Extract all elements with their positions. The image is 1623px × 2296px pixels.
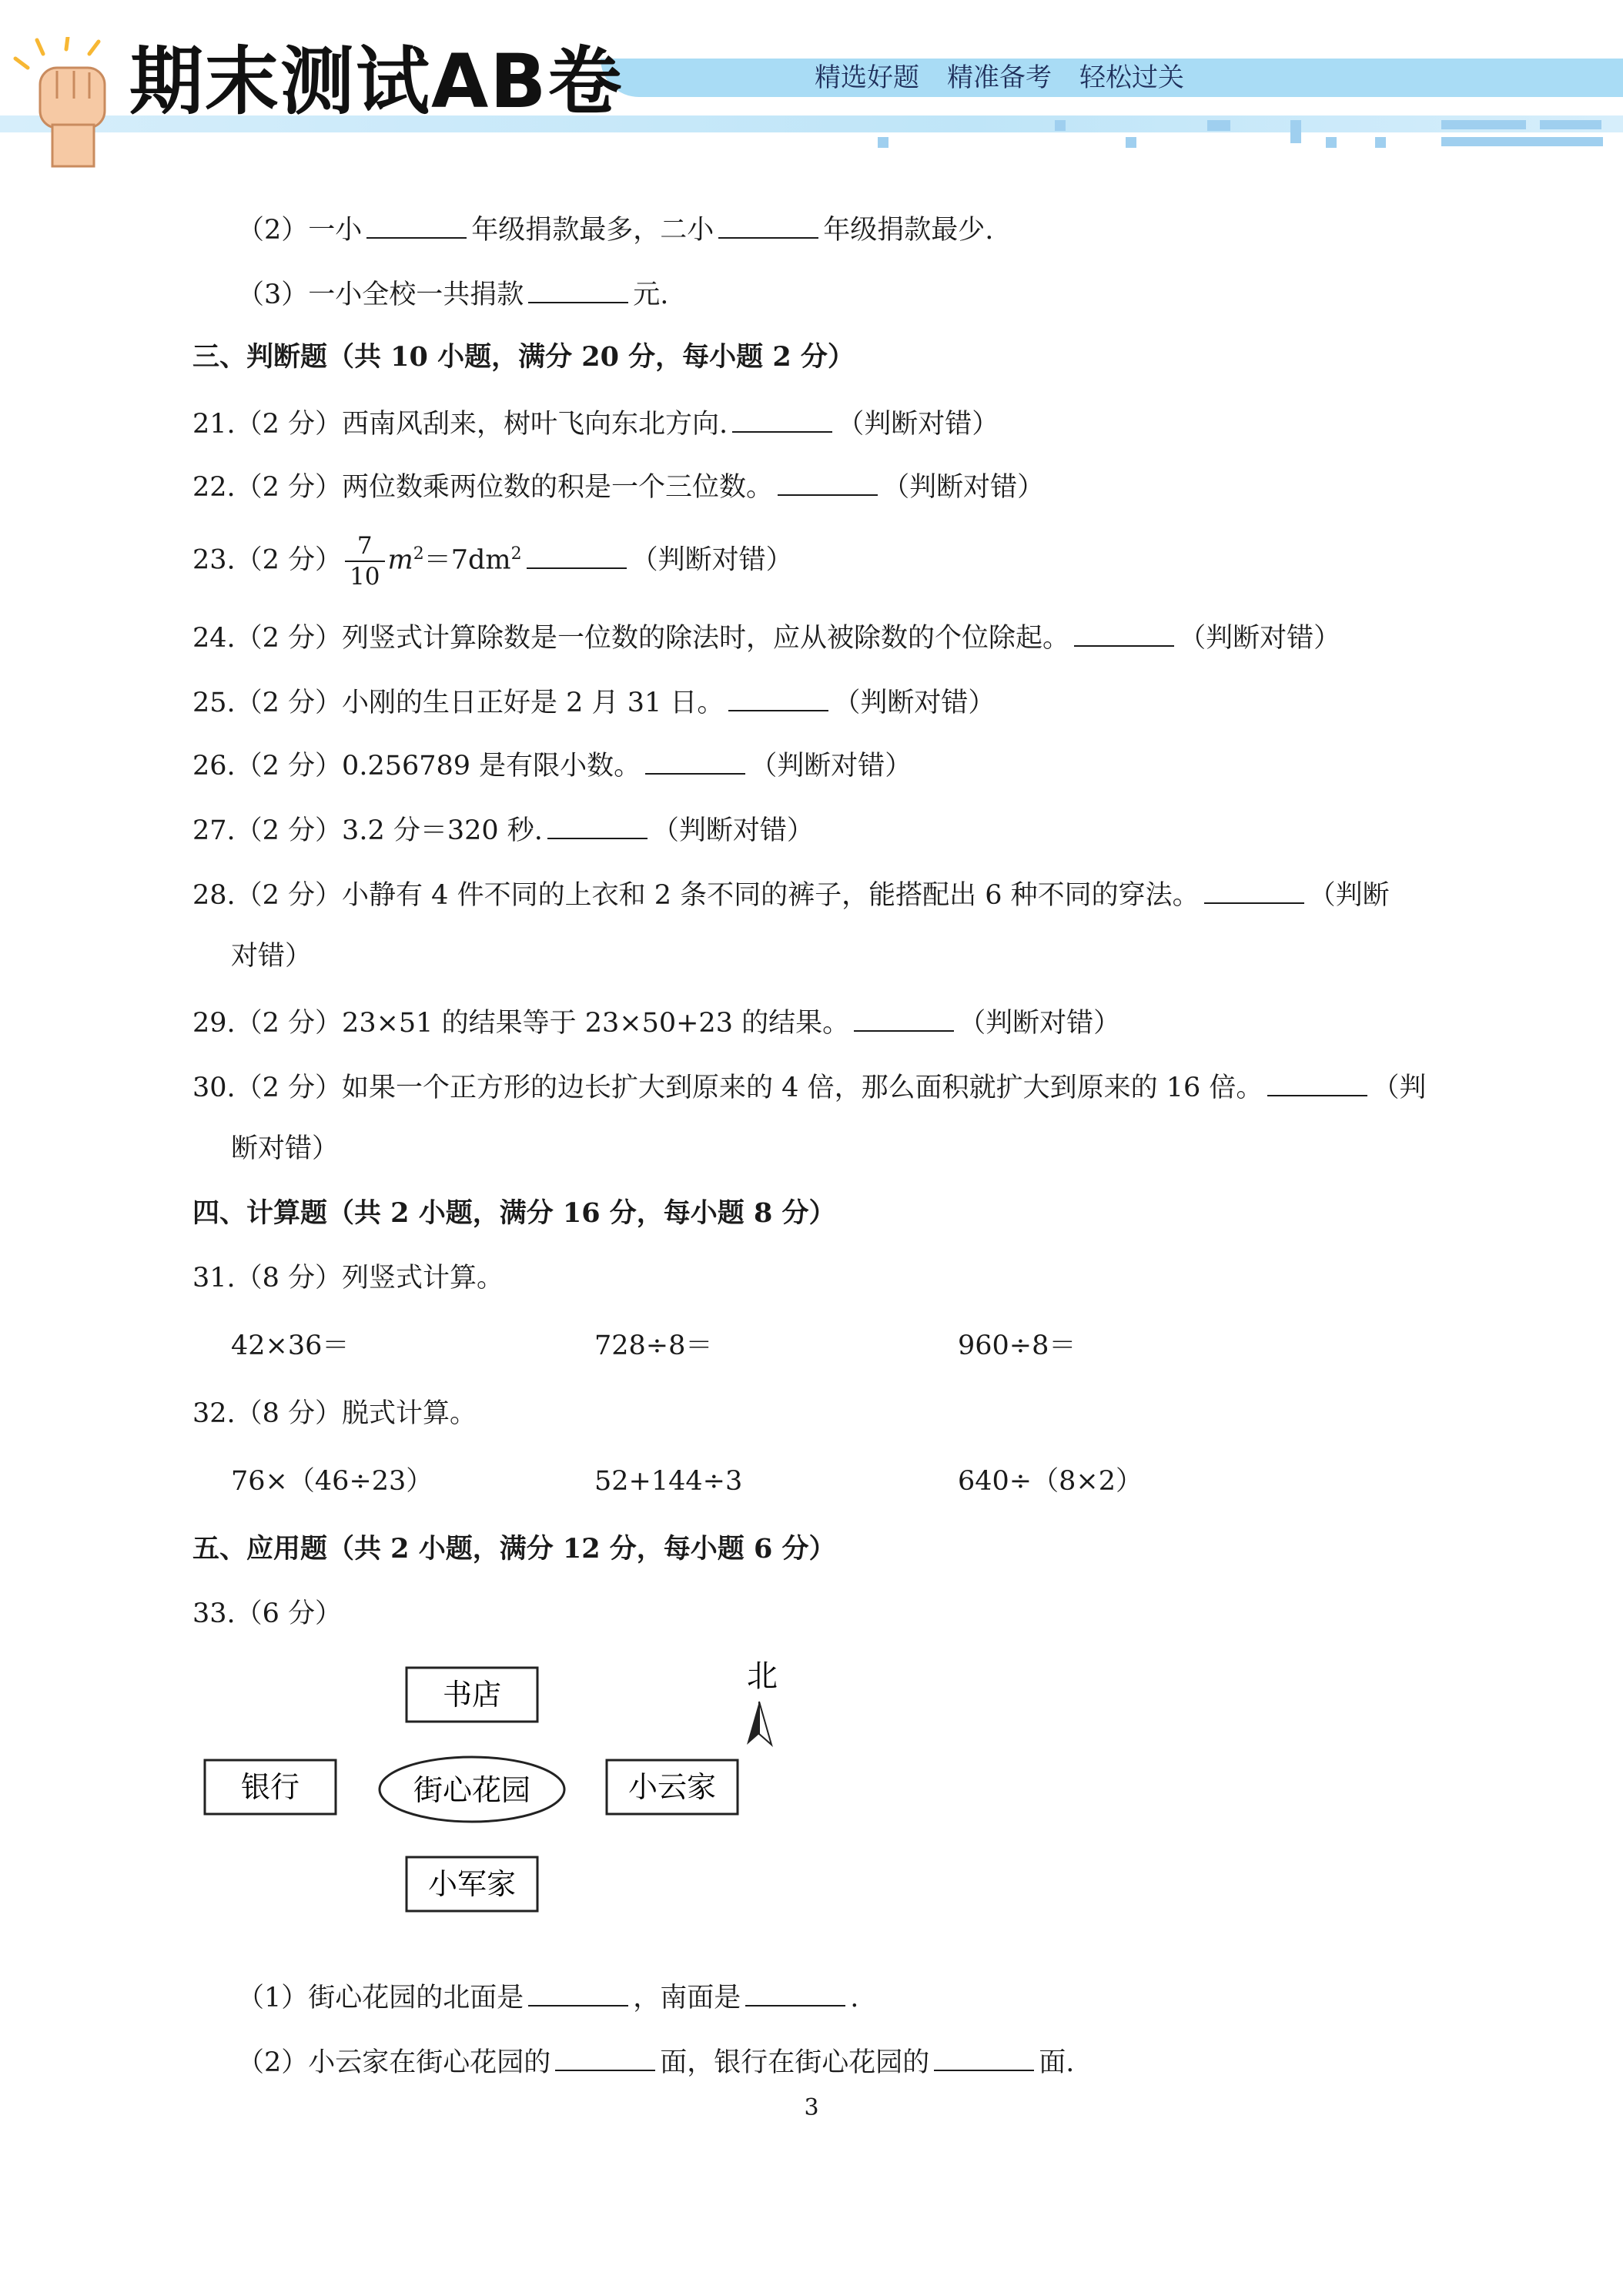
answer-blank[interactable] [366, 208, 467, 239]
fist-icon [12, 37, 128, 168]
question-30: 30.（2 分）如果一个正方形的边长扩大到原来的 4 倍，那么面积就扩大到原来的 16 倍。 （判 [192, 1066, 1426, 1108]
answer-blank[interactable] [528, 273, 628, 303]
map-label-bottom: 小军家 [427, 1867, 517, 1901]
answer-blank[interactable] [745, 1976, 845, 2006]
q20-sub2: （2）一小 年级捐款最多，二小 年级捐款最少. [237, 208, 993, 250]
question-28: 28.（2 分）小静有 4 件不同的上衣和 2 条不同的裤子，能搭配出 6 种不同的穿法。 （判断 [192, 873, 1390, 915]
map-label-top: 书店 [442, 1678, 502, 1712]
answer-blank[interactable] [1204, 873, 1304, 904]
answer-blank[interactable] [732, 402, 832, 433]
answer-blank[interactable] [645, 744, 745, 775]
calc-item: 728÷8＝ [594, 1330, 713, 1361]
question-32: 32.（8 分）脱式计算。 [192, 1398, 477, 1429]
question-25: 25.（2 分）小刚的生日正好是 2 月 31 日。 （判断对错） [192, 681, 995, 723]
question-31: 31.（8 分）列竖式计算。 [192, 1263, 504, 1294]
map-label-left: 银行 [240, 1770, 300, 1804]
answer-blank[interactable] [718, 208, 818, 239]
question-28-cont: 对错） [231, 941, 313, 972]
calc-item: 52+144÷3 [594, 1466, 743, 1497]
banner-title: 期末测试AB卷 [129, 38, 624, 125]
north-arrow-icon [747, 1702, 771, 1745]
answer-blank[interactable] [555, 2040, 655, 2071]
question-33-sub1: （1）街心花园的北面是 ，南面是 . [237, 1976, 858, 2018]
slogan-2: 精准备考 [947, 62, 1052, 93]
slogan-1: 精选好题 [815, 62, 919, 93]
calc-item: 960÷8＝ [958, 1330, 1076, 1361]
question-24: 24.（2 分）列竖式计算除数是一位数的除法时，应从被除数的个位除起。 （判断对错） [192, 616, 1340, 658]
answer-blank[interactable] [1267, 1066, 1367, 1096]
question-33: 33.（6 分） [192, 1598, 343, 1629]
question-33-sub2: （2）小云家在街心花园的 面，银行在街心花园的 面. [237, 2040, 1074, 2083]
map-label-right: 小云家 [627, 1770, 717, 1804]
section-heading: 五、应用题（共 2 小题，满分 12 分，每小题 6 分） [192, 1533, 836, 1565]
question-23: 23.（2 分） $\frac{7}{10}$ $m^2=7dm^2$ （判断对错） [192, 532, 793, 591]
question-27: 27.（2 分）3.2 分＝320 秒. （判断对错） [192, 808, 814, 851]
answer-blank[interactable] [547, 808, 648, 839]
answer-blank[interactable] [1074, 616, 1174, 647]
calc-item: 76×（46÷23） [231, 1466, 433, 1497]
question-22: 22.（2 分）两位数乘两位数的积是一个三位数。 （判断对错） [192, 465, 1044, 507]
location-map [199, 1654, 799, 1931]
q20-sub3: （3）一小全校一共捐款 元. [237, 273, 668, 315]
answer-blank[interactable] [728, 681, 828, 711]
section-heading: 四、计算题（共 2 小题，满分 16 分，每小题 8 分） [192, 1197, 836, 1229]
question-26: 26.（2 分）0.256789 是有限小数。 （判断对错） [192, 744, 912, 786]
slogan-group [815, 60, 1184, 95]
section-heading: 三、判断题（共 10 小题，满分 20 分，每小题 2 分） [192, 341, 855, 373]
fraction: $\frac{7}{10}$ [345, 531, 384, 591]
answer-blank[interactable] [934, 2040, 1034, 2071]
answer-blank[interactable] [854, 1001, 954, 1032]
calc-item: 640÷（8×2） [958, 1466, 1143, 1497]
question-29: 29.（2 分）23×51 的结果等于 23×50+23 的结果。 （判断对错） [192, 1001, 1120, 1043]
north-label: 北 [747, 1658, 778, 1694]
answer-blank[interactable] [778, 465, 878, 496]
map-label-center: 街心花园 [413, 1773, 531, 1807]
question-21: 21.（2 分）西南风刮来，树叶飞向东北方向. （判断对错） [192, 402, 999, 444]
answer-blank[interactable] [527, 538, 627, 569]
header-banner [0, 0, 1623, 166]
question-30-cont: 断对错） [231, 1133, 340, 1164]
slogan-3: 轻松过关 [1079, 62, 1184, 93]
page-number: 3 [804, 2094, 819, 2121]
answer-blank[interactable] [528, 1976, 628, 2006]
calc-item: 42×36＝ [231, 1330, 350, 1361]
